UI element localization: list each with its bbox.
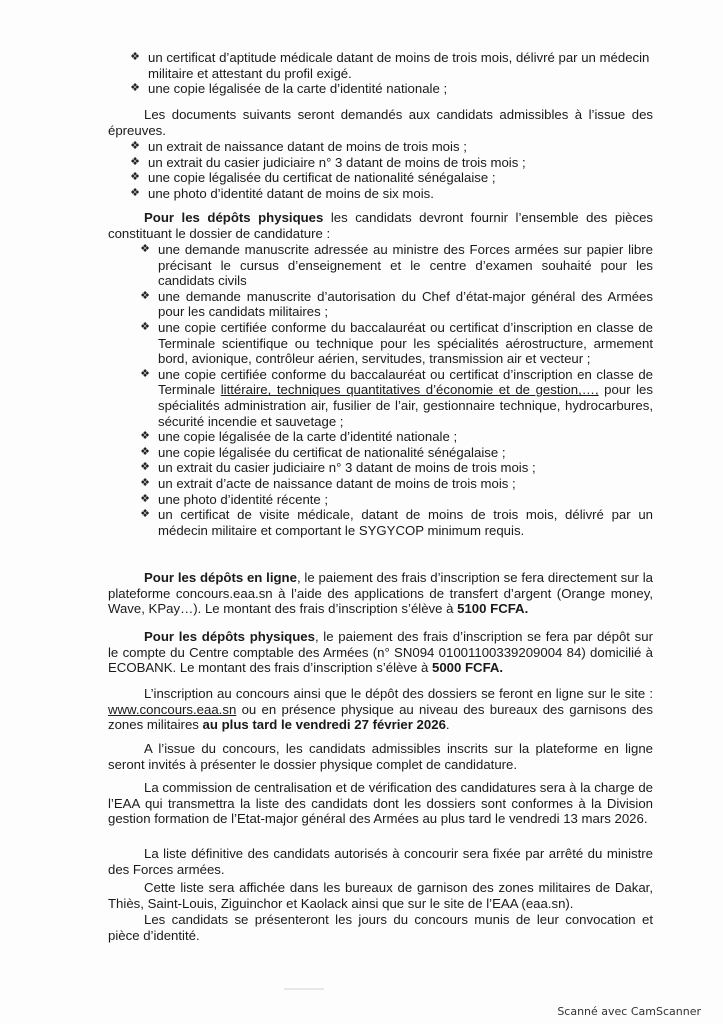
display-paragraph: Cette liste sera affichée dans les bureaux de garnison des zones militaires de Dakar, Thiès, Saint-Louis, Ziguinchor et Kaolack ainsi que sur le site de l’EAA (eaa.sn). [108, 880, 653, 911]
diamond-bullet-icon: ❖ [140, 289, 150, 302]
section3-list [138, 242, 653, 538]
list-item: ❖ une demande manuscrite adressée au ministre des Forces armées sur papier libre précisant le cursus d’enseignement et le centre d’examen souhaité pour les candidats civils [138, 242, 653, 289]
online-payment-paragraph: Pour les dépôts en ligne, le paiement des frais d’inscription se fera directement sur la plateforme concours.eaa.sn à l’aide des applications de transfert d’argent (Orange money, Wave, KPay…). Le montant des frais d’inscription s’élève à 5100 FCFA. [108, 570, 653, 617]
diamond-bullet-icon: ❖ [140, 243, 150, 255]
list-item: ❖ une photo d’identité récente ; [138, 492, 653, 508]
list-item: ❖ un extrait du casier judiciaire n° 3 datant de moins de trois mois ; [128, 155, 653, 171]
diamond-bullet-icon: ❖ [140, 508, 150, 521]
diamond-bullet-icon: ❖ [140, 492, 150, 505]
list-item: ❖ une photo d’identité datant de moins de six mois. [128, 186, 653, 202]
diamond-bullet-icon: ❖ [140, 320, 150, 333]
diamond-bullet-icon: ❖ [140, 461, 150, 474]
list-item: ❖ une copie légalisée de la carte d’identité nationale ; [138, 429, 653, 445]
diamond-bullet-icon: ❖ [130, 82, 140, 95]
list-item: ❖ un extrait d’acte de naissance datant de moins de trois mois ; [138, 476, 653, 492]
final-list-paragraph: La liste définitive des candidats autorisés à concourir sera fixée par arrêté du ministre des Forces armées. [108, 846, 653, 877]
diamond-bullet-icon: ❖ [130, 51, 140, 63]
list-item: ❖ un certificat d’aptitude médicale datant de moins de trois mois, délivré par un médecin militaire et attestant du profil exigé. [128, 50, 653, 81]
diamond-bullet-icon: ❖ [130, 140, 140, 152]
list-item: ❖ un extrait de naissance datant de moins de trois mois ; [128, 139, 653, 155]
diamond-bullet-icon: ❖ [140, 430, 150, 443]
section3-intro: Pour les dépôts physiques les candidats devront fournir l’ensemble des pièces constituant le dossier de candidature : [108, 210, 653, 241]
section2-list [128, 139, 653, 201]
diamond-bullet-icon: ❖ [130, 171, 140, 184]
list-item: ❖ une copie légalisée du certificat de nationalité sénégalaise ; [138, 445, 653, 461]
admissible-paragraph: A l’issue du concours, les candidats admissibles inscrits sur la plateforme en ligne seront invités à présenter le dossier physique complet de candidature. [108, 741, 653, 772]
registration-paragraph: L’inscription au concours ainsi que le dépôt des dossiers se feront en ligne sur le site : www.concours.eaa.sn ou en présence physique au niveau des bureaux des garnisons des zones militaires au plus tard le vendredi 27 février 2026. [108, 686, 653, 733]
section1-list [128, 50, 653, 97]
scan-smudge [284, 988, 324, 990]
list-item: ❖ un extrait du casier judiciaire n° 3 datant de moins de trois mois ; [138, 460, 653, 476]
concours-site-link[interactable]: www.concours.eaa.sn [108, 701, 237, 717]
scanner-watermark: Scanné avec CamScanner [557, 1005, 701, 1018]
diamond-bullet-icon: ❖ [130, 155, 140, 168]
list-item: ❖ une copie certifiée conforme du baccalauréat ou certificat d’inscription en classe de Terminale littéraire, techniques quantitatives d’économie et de gestion,…, pour les spécialités administration air, fusilier de l’air, gestionnaire technique, hydrocarbures, sécurité incendie et sauvetage ; [138, 367, 653, 429]
candidates-paragraph: Les candidats se présenteront les jours du concours munis de leur convocation et pièce d’identité. [108, 912, 653, 943]
diamond-bullet-icon: ❖ [140, 476, 150, 489]
list-item: ❖ une copie légalisée de la carte d’identité nationale ; [128, 81, 653, 97]
diamond-bullet-icon: ❖ [140, 445, 150, 458]
physical-payment-paragraph: Pour les dépôts physiques, le paiement des frais d’inscription se fera par dépôt sur le compte du Centre comptable des Armées (n° SN094 01001100339209004 84) domicilié à ECOBANK. Le montant des frais d’inscription s’élève à 5000 FCFA. [108, 629, 653, 676]
list-item: ❖ une copie légalisée du certificat de nationalité sénégalaise ; [128, 170, 653, 186]
diamond-bullet-icon: ❖ [140, 367, 150, 380]
commission-paragraph: La commission de centralisation et de vérification des candidatures sera à la charge de l’EAA qui transmettra la liste des candidats dont les dossiers sont conformes à la Division gestion formation de l’Etat-major général des Armées au plus tard le vendredi 13 mars 2026. [108, 780, 653, 827]
section2-intro: Les documents suivants seront demandés aux candidats admissibles à l’issue des épreuves. [108, 107, 653, 138]
list-item: ❖ un certificat de visite médicale, datant de moins de trois mois, délivré par un médecin militaire et comportant le SYGYCOP minimum requis. [138, 507, 653, 538]
diamond-bullet-icon: ❖ [130, 186, 140, 199]
list-item: ❖ une demande manuscrite d’autorisation du Chef d’état-major général des Armées pour les candidats militaires ; [138, 289, 653, 320]
list-item: ❖ une copie certifiée conforme du baccalauréat ou certificat d’inscription en classe de Terminale scientifique ou technique pour les spécialités aérostructure, armement bord, avionique, contrôleur aérien, servitudes, transmission air et vecteur ; [138, 320, 653, 367]
